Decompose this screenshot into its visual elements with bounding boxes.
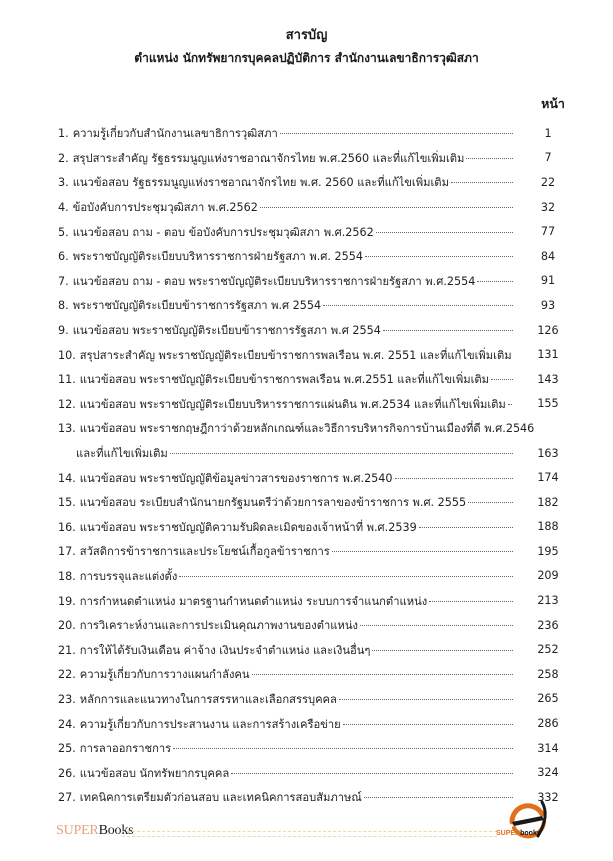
toc-entry-title: แนวข้อสอบ พระราชบัญญัติระเบียบข้าราชการรัฐสภา พ.ศ 2554 (72, 324, 381, 338)
toc-entry-title: แนวข้อสอบ ระเบียบสำนักนายกรัฐมนตรีว่าด้วยการลาของข้าราชการ พ.ศ. 2555 (79, 496, 467, 510)
dot-leader (364, 796, 513, 798)
page-subtitle: ตำแหน่ง นักทรัพยากรบุคคลปฏิบัติการ สำนักงานเลขาธิการวุฒิสภา (134, 51, 479, 65)
dot-leader (360, 624, 513, 626)
dot-leader (468, 501, 513, 503)
dot-leader (451, 181, 513, 183)
dot-leader (343, 723, 513, 725)
toc-entry-title: แนวข้อสอบ ถาม - ตอบ ข้อบังคับการประชุมวุฒิสภา พ.ศ.2562 (72, 225, 374, 239)
toc-entry-number: 21. (58, 643, 76, 657)
toc-entry-title: การกำหนดตำแหน่ง มาตรฐานกำหนดตำแหน่ง ระบบการจำแนกตำแหน่ง (79, 594, 428, 608)
toc-entry-number: 1. (58, 127, 69, 141)
footer-brand-super: SUPER (56, 823, 99, 838)
page-title: สารบัญ (285, 28, 328, 43)
toc-entry (58, 465, 578, 490)
toc-entry-number: 4. (58, 201, 69, 215)
toc-entry (58, 244, 578, 269)
toc-entry-title: พระราชบัญญัติระเบียบข้าราชการรัฐสภา พ.ศ 2554 (72, 299, 322, 313)
toc-entry-number: 23. (58, 692, 76, 706)
toc-entry-number: 27. (58, 791, 76, 805)
toc-entry-page: 77 (540, 225, 556, 239)
toc-entry-page: 195 (537, 544, 559, 558)
toc-entry-number: 25. (58, 742, 76, 756)
superbooks-logo-icon (498, 792, 558, 852)
toc-entry-title: แนวข้อสอบ รัฐธรรมนูญแห่งราชอาณาจักรไทย พ.ศ. 2560 และที่แก้ไขเพิ่มเติม (72, 176, 449, 190)
toc-entry (58, 515, 578, 540)
toc-entry (58, 613, 578, 638)
toc-entry-page: 91 (540, 274, 556, 288)
toc-entry-number: 6. (58, 250, 69, 264)
dot-leader (332, 550, 513, 552)
toc-entry-number: 12. (58, 397, 76, 411)
toc-entry-page: 32 (540, 200, 556, 214)
toc-entry (58, 711, 578, 736)
toc-entry-number: 19. (58, 594, 76, 608)
dot-leader (252, 673, 513, 675)
toc-entry-page: 324 (537, 766, 559, 780)
toc-entry-title: การให้ได้รับเงินเดือน ค่าจ้าง เงินประจำตำแหน่ง และเงินอื่นๆ (79, 643, 371, 657)
toc-entry-number: 8. (58, 299, 69, 313)
page-column-header: หน้า (541, 96, 565, 111)
toc-entry-page: 84 (540, 249, 556, 263)
toc-entry-title: แนวข้อสอบ พระราชบัญญัติความรับผิดละเมิดของเจ้าหน้าที่ พ.ศ.2539 (79, 520, 417, 534)
toc-entry-number: 5. (58, 225, 69, 239)
toc-entry-page: 131 (537, 348, 559, 362)
toc-entry-title: เทคนิคการเตรียมตัวก่อนสอบ และเทคนิคการสอบสัมภาษณ์ (79, 791, 362, 805)
toc-entry-number: 14. (58, 471, 76, 485)
toc-entry (58, 392, 578, 417)
toc-entry-number: 2. (58, 151, 69, 165)
toc-entry-page: 252 (537, 643, 559, 657)
dot-leader (466, 157, 513, 159)
toc-entry (58, 564, 578, 589)
toc-entry-number: 17. (58, 545, 76, 559)
toc-entry-number: 11. (58, 373, 76, 387)
toc-entry (58, 416, 578, 441)
dot-leader (508, 403, 513, 405)
toc-entry (58, 146, 578, 171)
toc-entry (58, 293, 578, 318)
dot-leader (395, 477, 513, 479)
dot-leader (383, 329, 513, 331)
dot-leader (179, 575, 513, 577)
toc-entry-title: การลาออกราชการ (79, 742, 172, 756)
toc-entry-page: 126 (537, 323, 559, 337)
toc-entry-number: 13. (58, 422, 76, 436)
toc-entry (58, 318, 578, 343)
toc-entry-page: 213 (537, 594, 559, 608)
footer-divider (122, 831, 497, 837)
toc-entry-title: ความรู้เกี่ยวกับการประสานงาน และการสร้างเครือข่าย (79, 717, 341, 731)
dot-leader (280, 132, 513, 134)
toc-entry (58, 662, 578, 687)
toc-entry-page: 258 (537, 667, 559, 681)
toc-entry (58, 736, 578, 761)
footer (0, 818, 613, 858)
toc-entry-title: การบรรจุและแต่งตั้ง (79, 569, 178, 583)
toc-entry-title: หลักการและแนวทางในการสรรหาและเลือกสรรบุคคล (79, 692, 337, 706)
toc-entry (58, 760, 578, 785)
logo-books: books (520, 830, 541, 837)
toc-entry-number: 22. (58, 668, 76, 682)
toc-entry-title: แนวข้อสอบ พระราชบัญญัติระเบียบบริหารราชการแผ่นดิน พ.ศ.2534 และที่แก้ไขเพิ่มเติม (79, 397, 506, 411)
dot-leader (173, 747, 513, 749)
toc-entry-title: แนวข้อสอบ พระราชกฤษฎีกาว่าด้วยหลักเกณฑ์และวิธีการบริหารกิจการบ้านเมืองที่ดี พ.ศ.2546 (79, 422, 535, 436)
toc-entry-page: 163 (537, 446, 559, 460)
toc-entry (58, 342, 578, 367)
toc-entry-title-continued: และที่แก้ไขเพิ่มเติม (76, 447, 168, 461)
toc-entry-page: 182 (537, 495, 559, 509)
table-of-contents (58, 121, 578, 810)
toc-entry-number: 24. (58, 717, 76, 731)
toc-entry-page: 188 (537, 520, 559, 534)
toc-entry-page: 314 (537, 741, 559, 755)
toc-entry-page: 143 (537, 372, 559, 386)
logo-super: SUPER (496, 830, 521, 837)
toc-entry-title: ข้อบังคับการประชุมวุฒิสภา พ.ศ.2562 (72, 201, 258, 215)
toc-entry-number: 9. (58, 324, 69, 338)
toc-entry (58, 637, 578, 662)
toc-entry-page: 265 (537, 692, 559, 706)
dot-leader (419, 526, 513, 528)
toc-entry-page: 1 (544, 126, 552, 140)
dot-leader (477, 280, 513, 282)
footer-brand-books: Books (98, 823, 134, 838)
toc-entry-page: 286 (537, 717, 559, 731)
toc-entry (58, 588, 578, 613)
toc-entry-page: 22 (540, 175, 556, 189)
dot-leader (323, 304, 513, 306)
toc-entry (58, 219, 578, 244)
toc-entry-page: 7 (544, 151, 552, 165)
toc-entry-number: 16. (58, 520, 76, 534)
toc-entry-number: 15. (58, 496, 76, 510)
toc-entry-page: 174 (537, 471, 559, 485)
toc-entry-title: ความรู้เกี่ยวกับการวางแผนกำลังคน (79, 668, 250, 682)
toc-entry-number: 10. (58, 348, 76, 362)
toc-entry-title: พระราชบัญญัติระเบียบบริหารราชการฝ่ายรัฐสภา พ.ศ. 2554 (72, 250, 363, 264)
toc-entry (58, 195, 578, 220)
toc-entry (58, 170, 578, 195)
toc-entry-title: แนวข้อสอบ ถาม - ตอบ พระราชบัญญัติระเบียบบริหารราชการฝ่ายรัฐสภา พ.ศ.2554 (72, 274, 476, 288)
toc-entry (58, 367, 578, 392)
dot-leader (365, 255, 513, 257)
toc-entry-title: แนวข้อสอบ นักทรัพยากรบุคคล (79, 766, 230, 780)
toc-entry-title: แนวข้อสอบ พระราชบัญญัติระเบียบข้าราชการพลเรือน พ.ศ.2551 และที่แก้ไขเพิ่มเติม (79, 373, 490, 387)
toc-entry-title: แนวข้อสอบ พระราชบัญญัติข้อมูลข่าวสารของราชการ พ.ศ.2540 (79, 471, 393, 485)
toc-entry-title: การวิเคราะห์งานและการประเมินคุณภาพงานของตำแหน่ง (79, 619, 358, 633)
dot-leader (429, 600, 513, 602)
toc-entry-page: 332 (537, 790, 559, 804)
toc-entry-page: 209 (537, 569, 559, 583)
dot-leader (260, 206, 513, 208)
toc-entry (58, 539, 578, 564)
dot-leader (491, 378, 513, 380)
toc-entry-title: ความรู้เกี่ยวกับสำนักงานเลขาธิการวุฒิสภา (72, 127, 278, 141)
toc-entry-page: 236 (537, 618, 559, 632)
toc-entry-page: 155 (537, 397, 559, 411)
toc-entry-continued (58, 441, 578, 466)
dot-leader (339, 698, 513, 700)
toc-entry-number: 20. (58, 619, 76, 633)
dot-leader (231, 772, 513, 774)
toc-entry-title: สรุปสาระสำคัญ พระราชบัญญัติระเบียบข้าราชการพลเรือน พ.ศ. 2551 และที่แก้ไขเพิ่มเติม (79, 348, 512, 362)
toc-entry-number: 7. (58, 274, 69, 288)
dot-leader (372, 649, 513, 651)
footer-logo-text (496, 830, 541, 837)
toc-entry-page: 93 (540, 298, 556, 312)
toc-entry (58, 121, 578, 146)
toc-entry (58, 490, 578, 515)
dot-leader (170, 452, 513, 454)
toc-entry-number: 26. (58, 766, 76, 780)
toc-entry-number: 3. (58, 176, 69, 190)
toc-entry (58, 269, 578, 294)
toc-entry-title: สวัสดิการข้าราชการและประโยชน์เกื้อกูลข้าราชการ (79, 545, 330, 559)
toc-entry-number: 18. (58, 569, 76, 583)
toc-entry (58, 687, 578, 712)
dot-leader (376, 231, 513, 233)
toc-entry-title: สรุปสาระสำคัญ รัฐธรรมนูญแห่งราชอาณาจักรไทย พ.ศ.2560 และที่แก้ไขเพิ่มเติม (72, 151, 465, 165)
